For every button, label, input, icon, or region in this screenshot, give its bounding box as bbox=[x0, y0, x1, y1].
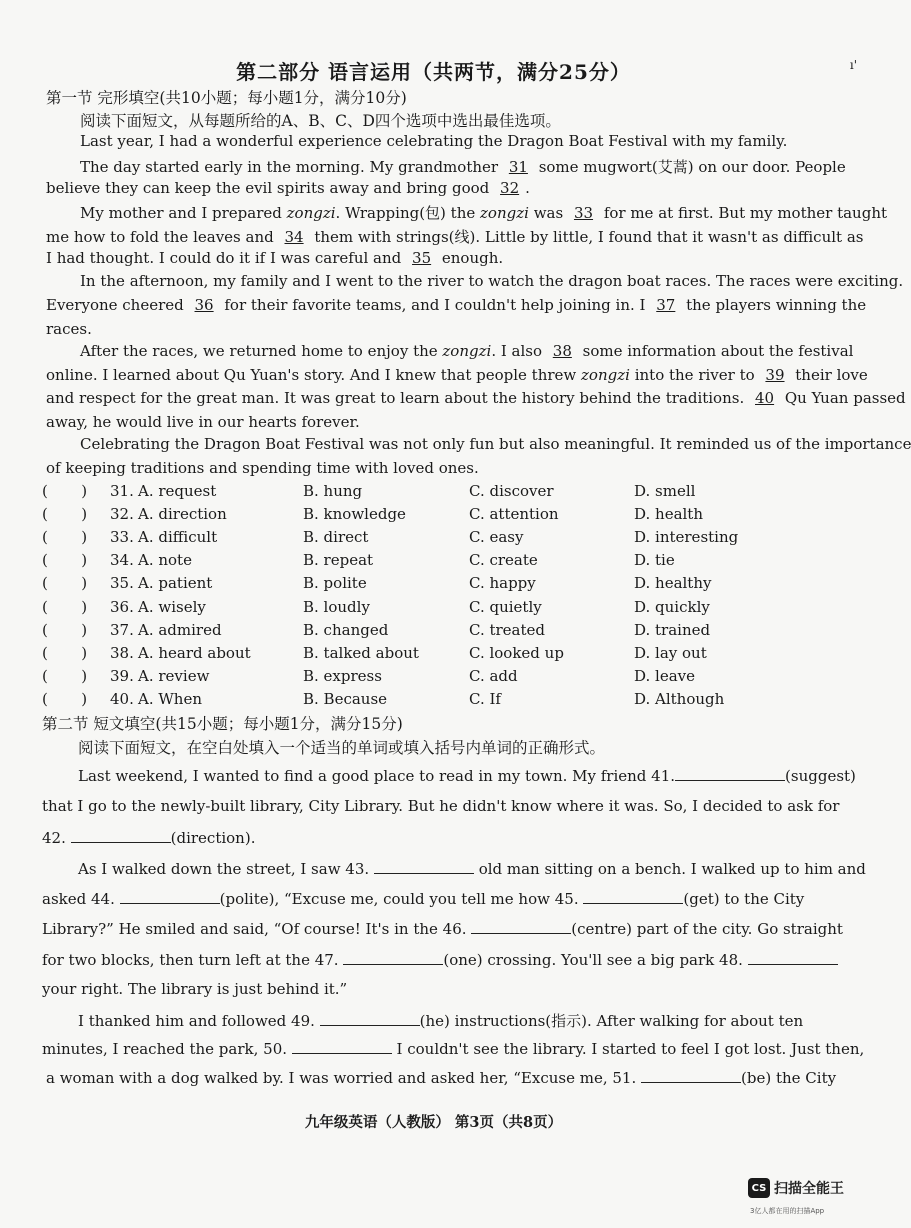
option-b: B. repeat bbox=[303, 551, 374, 570]
question-number: 34. bbox=[110, 551, 134, 570]
question-number: 38. bbox=[110, 643, 134, 662]
answer-parentheses[interactable]: ( ) bbox=[42, 689, 88, 708]
cloze-line bbox=[46, 459, 479, 477]
corner-mark: ı' bbox=[849, 58, 857, 72]
passage-text: 42. bbox=[42, 829, 71, 847]
option-a: A. heard about bbox=[138, 643, 251, 662]
gapfill-line bbox=[78, 766, 856, 785]
answer-blank[interactable] bbox=[71, 828, 171, 843]
passage-text: As I walked down the street, I saw 43. bbox=[78, 860, 374, 878]
passage-text: I had thought. I could do it if I was careful and bbox=[46, 249, 407, 267]
option-a: A. review bbox=[138, 666, 210, 685]
option-c: C. quietly bbox=[469, 597, 542, 616]
question-number: 31. bbox=[110, 482, 134, 500]
question-number: 36. bbox=[110, 597, 134, 616]
passage-text: for two blocks, then turn left at the 47. bbox=[42, 951, 344, 969]
blank-number: 39 bbox=[765, 366, 785, 384]
passage-text: (polite), “Excuse me, could you tell me how 45. bbox=[219, 890, 584, 908]
passage-text: and respect for the great man. It was great to learn about the history behind the traditions. bbox=[46, 389, 749, 407]
passage-text: (he) instructions(指示). After walking for about ten bbox=[419, 1012, 804, 1030]
passage-text: minutes, I reached the park, 50. bbox=[42, 1040, 292, 1058]
blank-number: 38 bbox=[552, 342, 572, 360]
cloze-line bbox=[80, 202, 887, 223]
cloze-line bbox=[46, 366, 868, 384]
answer-blank[interactable] bbox=[675, 766, 785, 781]
option-a: A. When bbox=[138, 689, 202, 708]
passage-text: After the races, we returned home to enjoy the bbox=[80, 342, 443, 360]
passage-text: for me at first. But my mother taught bbox=[599, 204, 888, 222]
blank-number: 40 bbox=[755, 389, 775, 407]
passage-text: believe they can keep the evil spirits away and bring good bbox=[46, 179, 495, 197]
passage-text: away, he would live in our hearts forever. bbox=[46, 413, 360, 431]
italic-word: zongzi bbox=[480, 204, 529, 222]
passage-text: their love bbox=[790, 366, 868, 384]
gapfill-line bbox=[42, 797, 839, 815]
option-b: B. changed bbox=[303, 620, 389, 639]
gapfill-line bbox=[46, 1068, 836, 1087]
passage-text: some information about the festival bbox=[577, 342, 854, 360]
gapfill-line bbox=[78, 1010, 803, 1031]
option-a: A. direction bbox=[138, 505, 227, 524]
passage-text: was bbox=[528, 204, 568, 222]
passage-text: Library?” He smiled and said, “Of course! It's in the 46. bbox=[42, 920, 472, 938]
cloze-line bbox=[46, 249, 503, 267]
blank-number: 35 bbox=[412, 249, 432, 267]
gapfill-line bbox=[42, 950, 838, 969]
cloze-line bbox=[46, 226, 863, 247]
passage-text: . Wrapping(包) the bbox=[335, 204, 481, 222]
blank-number: 32 bbox=[500, 179, 520, 197]
passage-text: a woman with a dog walked by. I was worried and asked her, “Excuse me, 51. bbox=[46, 1069, 642, 1087]
answer-blank[interactable] bbox=[641, 1068, 741, 1083]
passage-text: races. bbox=[46, 320, 92, 338]
option-d: D. health bbox=[634, 505, 703, 524]
passage-text: Last year, I had a wonderful experience celebrating the Dragon Boat Festival with my family. bbox=[80, 132, 788, 150]
answer-parentheses[interactable]: ( ) bbox=[42, 574, 88, 593]
answer-blank[interactable] bbox=[320, 1011, 420, 1026]
option-c: C. treated bbox=[469, 620, 546, 639]
question-number: 40. bbox=[110, 689, 134, 708]
answer-parentheses[interactable]: ( ) bbox=[42, 482, 88, 500]
option-b: B. direct bbox=[303, 528, 369, 547]
blank-number: 31 bbox=[508, 158, 528, 176]
question-number: 39. bbox=[110, 666, 134, 685]
option-b: B. loudly bbox=[303, 597, 370, 616]
passage-text: Everyone cheered bbox=[46, 296, 189, 314]
passage-text: old man sitting on a bench. I walked up to him and bbox=[473, 860, 866, 878]
passage-text: for their favorite teams, and I couldn't help joining in. I bbox=[219, 296, 651, 314]
passage-text: I thanked him and followed 49. bbox=[78, 1012, 320, 1030]
question-number: 32. bbox=[110, 505, 134, 524]
passage-text: (be) the City bbox=[741, 1069, 837, 1087]
option-d: D. tie bbox=[634, 551, 675, 570]
gapfill-line bbox=[42, 1039, 864, 1058]
passage-text: Last weekend, I wanted to find a good place to read in my town. My friend 41. bbox=[78, 767, 676, 785]
question-number: 33. bbox=[110, 528, 134, 547]
option-d: D. Although bbox=[634, 689, 725, 708]
answer-parentheses[interactable]: ( ) bbox=[42, 597, 88, 616]
answer-parentheses[interactable]: ( ) bbox=[42, 528, 88, 547]
blank-number: 37 bbox=[656, 296, 676, 314]
scanner-name: 扫描全能王 bbox=[774, 1181, 844, 1197]
question-number: 37. bbox=[110, 620, 134, 639]
gapfill-line bbox=[42, 828, 255, 847]
passage-text: (get) to the City bbox=[683, 890, 805, 908]
answer-parentheses[interactable]: ( ) bbox=[42, 643, 88, 662]
option-a: A. difficult bbox=[138, 528, 218, 547]
gapfill-line bbox=[78, 859, 866, 878]
blank-number: 33 bbox=[573, 204, 594, 222]
passage-text: of keeping traditions and spending time with loved ones. bbox=[46, 459, 479, 477]
option-d: D. trained bbox=[634, 620, 711, 639]
section1-instruction: 阅读下面短文，从每题所给的A、B、C、D四个选项中选出最佳选项。 bbox=[80, 112, 561, 130]
option-b: B. knowledge bbox=[303, 505, 406, 524]
option-a: A. admired bbox=[138, 620, 222, 639]
italic-word: zongzi bbox=[286, 204, 336, 222]
answer-blank[interactable] bbox=[120, 889, 220, 904]
blank-number: 34 bbox=[284, 228, 304, 246]
answer-blank[interactable] bbox=[343, 950, 443, 965]
cs-logo-icon: CS bbox=[748, 1178, 770, 1198]
passage-text: some mugwort(艾蒿) on our door. People bbox=[533, 158, 846, 176]
passage-text: (one) crossing. You'll see a big park 48. bbox=[443, 951, 748, 969]
option-c: C. easy bbox=[469, 528, 524, 547]
cloze-line bbox=[46, 389, 906, 407]
cloze-line bbox=[46, 413, 360, 431]
gapfill-line bbox=[42, 919, 843, 938]
cloze-line bbox=[80, 272, 903, 290]
option-d: D. quickly bbox=[634, 597, 710, 616]
passage-text: . bbox=[525, 179, 530, 197]
option-a: A. request bbox=[138, 482, 217, 500]
page-title: 第二部分 语言运用（共两节，满分25分） bbox=[236, 60, 631, 84]
italic-word: zongzi bbox=[442, 342, 492, 360]
passage-text: me how to fold the leaves and bbox=[46, 228, 279, 246]
gapfill-line bbox=[42, 889, 804, 908]
passage-text: them with strings(线). Little by little, I found that it wasn't as difficult as bbox=[309, 228, 864, 246]
option-d: D. healthy bbox=[634, 574, 712, 593]
option-c: C. create bbox=[469, 551, 538, 570]
passage-text: (suggest) bbox=[785, 767, 856, 785]
gapfill-line bbox=[42, 980, 347, 998]
question-number: 35. bbox=[110, 574, 134, 593]
page-footer: 九年级英语（人教版） 第3页（共8页） bbox=[304, 1114, 563, 1131]
passage-text: The day started early in the morning. My grandmother bbox=[80, 158, 503, 176]
answer-blank[interactable] bbox=[471, 919, 571, 934]
option-a: A. patient bbox=[138, 574, 213, 593]
scanner-badge bbox=[748, 1178, 844, 1198]
option-d: D. smell bbox=[634, 482, 696, 500]
option-b: B. talked about bbox=[303, 643, 419, 662]
section1-heading: 第一节 完形填空(共10小题；每小题1分，满分10分) bbox=[46, 89, 407, 107]
passage-text: asked 44. bbox=[42, 890, 120, 908]
passage-text: . I also bbox=[491, 342, 547, 360]
cloze-line bbox=[80, 435, 911, 453]
passage-text: My mother and I prepared bbox=[80, 204, 287, 222]
passage-text: I couldn't see the library. I started to feel I got lost. Just then, bbox=[391, 1040, 865, 1058]
option-c: C. attention bbox=[469, 505, 559, 524]
passage-text: (direction). bbox=[170, 829, 256, 847]
option-d: D. interesting bbox=[634, 528, 739, 547]
italic-word: zongzi bbox=[581, 366, 630, 384]
answer-blank[interactable] bbox=[748, 950, 838, 965]
answer-blank[interactable] bbox=[374, 859, 474, 874]
passage-text: Qu Yuan passed bbox=[780, 389, 906, 407]
answer-parentheses[interactable]: ( ) bbox=[42, 505, 88, 524]
passage-text: that I go to the newly-built library, City Library. But he didn't know where it was. So, I decided to ask for bbox=[42, 797, 840, 815]
option-b: B. polite bbox=[303, 574, 367, 593]
passage-text: online. I learned about Qu Yuan's story. And I knew that people threw bbox=[46, 366, 582, 384]
option-d: D. leave bbox=[634, 666, 695, 685]
answer-parentheses[interactable]: ( ) bbox=[42, 620, 88, 639]
cloze-line bbox=[46, 179, 530, 197]
scanner-tagline: 3亿人都在用的扫描App bbox=[750, 1207, 825, 1215]
option-b: B. Because bbox=[303, 689, 388, 708]
answer-blank[interactable] bbox=[292, 1039, 392, 1054]
option-c: C. add bbox=[469, 666, 518, 685]
section2-heading: 第二节 短文填空(共15小题；每小题1分，满分15分) bbox=[42, 715, 403, 733]
passage-text: your right. The library is just behind it.” bbox=[42, 980, 348, 998]
passage-text: the players winning the bbox=[681, 296, 867, 314]
passage-text: enough. bbox=[437, 249, 504, 267]
option-c: C. looked up bbox=[469, 643, 564, 662]
passage-text: Celebrating the Dragon Boat Festival was not only fun but also meaningful. It reminded us of the importance bbox=[80, 435, 911, 453]
option-a: A. note bbox=[138, 551, 192, 570]
option-c: C. If bbox=[469, 689, 501, 708]
option-d: D. lay out bbox=[634, 643, 707, 662]
option-c: C. happy bbox=[469, 574, 536, 593]
answer-parentheses[interactable]: ( ) bbox=[42, 551, 88, 570]
option-a: A. wisely bbox=[138, 597, 206, 616]
cloze-line bbox=[46, 296, 866, 314]
passage-text: In the afternoon, my family and I went to the river to watch the dragon boat races. The races were exciting. bbox=[80, 272, 904, 290]
cloze-line bbox=[80, 132, 787, 150]
answer-blank[interactable] bbox=[583, 889, 683, 904]
cloze-line bbox=[80, 342, 853, 360]
blank-number: 36 bbox=[194, 296, 214, 314]
cloze-line bbox=[80, 156, 846, 177]
answer-parentheses[interactable]: ( ) bbox=[42, 666, 88, 685]
cloze-line bbox=[46, 320, 92, 338]
passage-text: (centre) part of the city. Go straight bbox=[571, 920, 843, 938]
option-b: B. hung bbox=[303, 482, 363, 500]
option-c: C. discover bbox=[469, 482, 554, 500]
section2-instruction: 阅读下面短文，在空白处填入一个适当的单词或填入括号内单词的正确形式。 bbox=[78, 739, 606, 757]
passage-text: into the river to bbox=[629, 366, 760, 384]
option-b: B. express bbox=[303, 666, 382, 685]
